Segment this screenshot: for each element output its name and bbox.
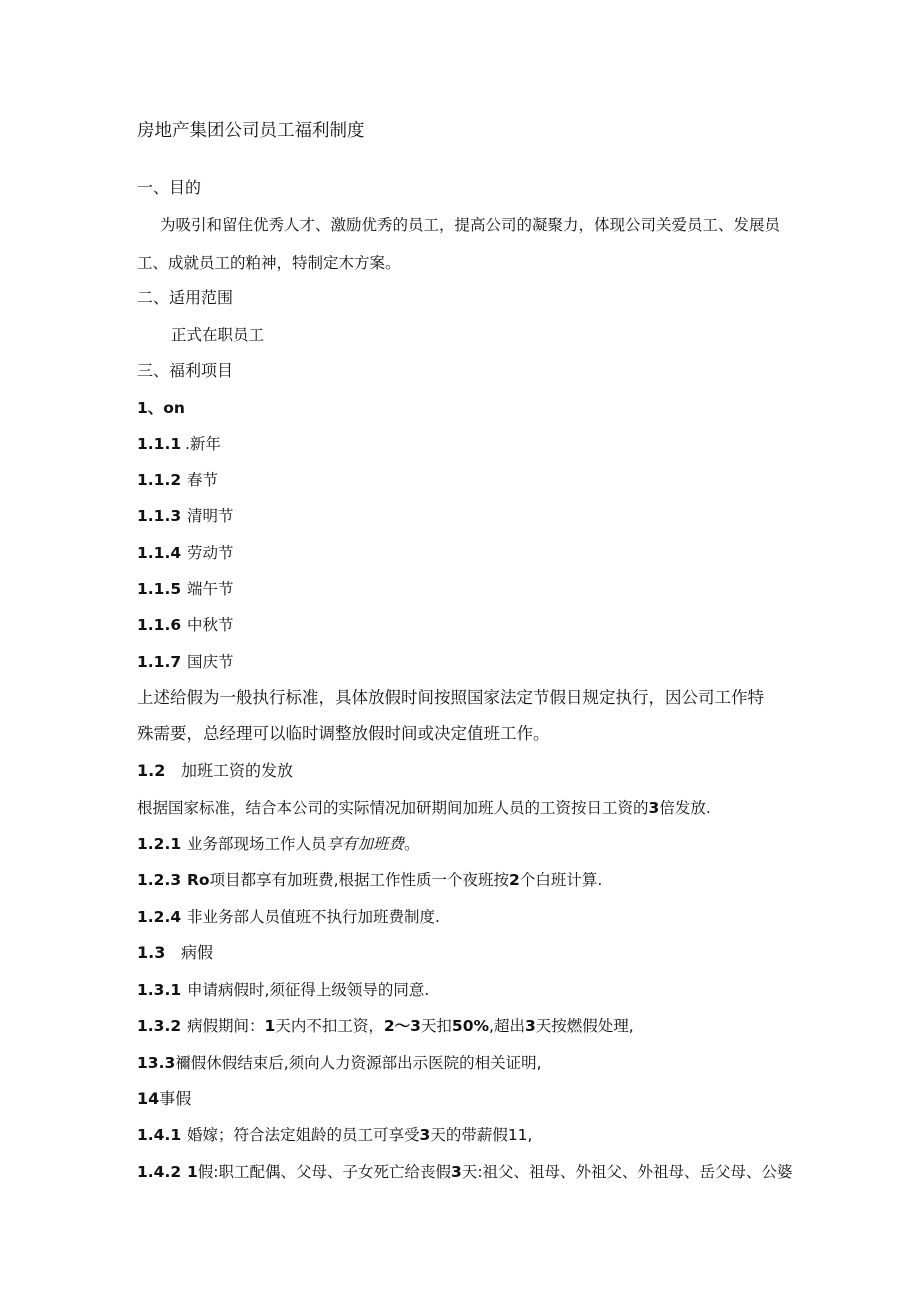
sick-label: 病假 xyxy=(181,943,214,962)
benefit-item-1: 1、on xyxy=(137,399,185,417)
overtime-item-number: 1.2.3 xyxy=(137,871,182,889)
sick-item-text: 禰假休假结束后,须向人力资源部出示医院的相关证明, xyxy=(175,1054,542,1072)
holiday-item xyxy=(137,614,234,636)
holiday-item xyxy=(137,578,234,600)
personal-leave-item-bold: 3 xyxy=(451,1163,462,1181)
sick-item-bold: 3 xyxy=(524,1017,536,1035)
overtime-item-text: 项目都享有加班费,根据工作性质一个夜班按 xyxy=(209,871,510,889)
overtime-label: 加班工资的发放 xyxy=(181,761,294,780)
sick-item-text: 病假期间： xyxy=(187,1017,265,1035)
holiday-item xyxy=(137,542,234,564)
sick-item xyxy=(137,1052,542,1074)
holiday-label: .新年 xyxy=(185,435,221,453)
personal-leave-item-text: 婚嫁；符合法定姐龄的员工可享受 xyxy=(187,1126,420,1144)
holiday-note-line1: 上述给假为一般执行标准，具体放假时间按照国家法定节假日规定执行，因公司工作特 xyxy=(137,688,764,707)
holiday-label: 春节 xyxy=(187,471,219,489)
sick-item-bold: 1 xyxy=(264,1017,276,1035)
holiday-number: 1.1.1 xyxy=(137,435,182,453)
overtime-item xyxy=(137,906,440,928)
personal-leave-item-text: 天的带薪假11, xyxy=(430,1126,533,1144)
sick-item-text: 天按燃假处理, xyxy=(535,1017,634,1035)
sick-item-text: 天扣 xyxy=(420,1017,452,1035)
holiday-number: 1.1.3 xyxy=(137,507,182,525)
sick-item-number: 1.3.2 xyxy=(137,1017,182,1035)
holiday-item xyxy=(137,469,218,491)
section-heading-scope: 二、适用范围 xyxy=(137,288,234,307)
personal-leave-item-text: 天:祖父、祖母、外祖父、外祖母、岳父母、公婆 xyxy=(461,1163,793,1181)
sick-item xyxy=(137,1015,634,1037)
personal-leave-item-number: 1.4.1 xyxy=(137,1126,182,1144)
overtime-description xyxy=(137,797,711,819)
overtime-item xyxy=(137,869,602,891)
document-title: 房地产集团公司员工福利制度 xyxy=(137,121,365,141)
holiday-item xyxy=(137,651,234,673)
sick-item xyxy=(137,979,429,1001)
holiday-label: 国庆节 xyxy=(187,653,234,671)
personal-leave-item-bold: 1 xyxy=(187,1163,198,1181)
overtime-item-tail: 。 xyxy=(404,835,420,853)
overtime-item-text: 业务部现场工作人员 xyxy=(187,835,327,853)
holiday-label: 劳动节 xyxy=(187,544,234,562)
scope-text: 正式在职员工 xyxy=(171,326,265,344)
overtime-heading xyxy=(137,760,293,782)
overtime-item xyxy=(137,833,420,855)
personal-leave-item-bold: 3 xyxy=(419,1126,431,1144)
sick-item-number: 1.3.1 xyxy=(137,981,182,999)
holiday-number: 1.1.2 xyxy=(137,471,182,489)
holiday-item xyxy=(137,505,234,527)
overtime-item-bold: 2 xyxy=(509,871,520,889)
section-heading-benefits: 三、福利项目 xyxy=(137,361,234,380)
sick-item-text: 天内不扣工资， xyxy=(275,1017,384,1035)
purpose-paragraph-line1: 为吸引和留住优秀人才、激励优秀的员工，提高公司的凝聚力，体现公司关爱员工、发展员 xyxy=(160,216,781,234)
overtime-desc-tail: 倍发放. xyxy=(659,799,711,817)
overtime-item-bold: Ro xyxy=(187,871,210,889)
personal-leave-heading xyxy=(137,1088,191,1110)
overtime-item-number: 1.2.1 xyxy=(137,835,182,853)
holiday-note-line2: 殊需要，总经理可以临时调整放假时间或决定值班工作。 xyxy=(137,724,550,743)
holiday-item xyxy=(137,433,221,455)
overtime-multiplier: 3 xyxy=(648,799,660,817)
personal-leave-number: 14 xyxy=(137,1089,160,1108)
holiday-label: 端午节 xyxy=(187,580,234,598)
sick-item-text: ,超出 xyxy=(489,1017,525,1035)
overtime-item-text: 个白班计算. xyxy=(519,871,603,889)
sick-number: 1.3 xyxy=(137,943,166,962)
section-heading-purpose: 一、目的 xyxy=(137,178,202,197)
personal-leave-label: 事假 xyxy=(159,1089,192,1108)
personal-leave-item-number: 1.4.2 xyxy=(137,1163,182,1181)
personal-leave-item xyxy=(137,1124,532,1146)
sick-item-text: 申请病假时,须征得上级领导的同意. xyxy=(187,981,430,999)
sick-heading xyxy=(137,942,213,964)
sick-item-number: 13.3 xyxy=(137,1054,176,1072)
holiday-number: 1.1.7 xyxy=(137,653,182,671)
overtime-number: 1.2 xyxy=(137,761,166,780)
overtime-item-text: 非业务部人员值班不执行加班费制度. xyxy=(187,908,440,926)
holiday-label: 中秋节 xyxy=(187,616,234,634)
sick-item-bold: 2〜3 xyxy=(383,1017,421,1035)
sick-item-bold: 50% xyxy=(451,1017,490,1035)
holiday-number: 1.1.6 xyxy=(137,616,182,634)
purpose-paragraph-line2: 工、成就员工的粕神，特制定木方案。 xyxy=(137,254,401,272)
holiday-label: 清明节 xyxy=(187,507,234,525)
overtime-item-italic: 享有加班费 xyxy=(326,835,405,853)
overtime-item-number: 1.2.4 xyxy=(137,908,182,926)
personal-leave-item-text: 假:职工配偶、父母、子女死亡给丧假 xyxy=(197,1163,452,1181)
overtime-desc-text: 根据国家标准，结合本公司的实际情况加研期间加班人员的工资按日工资的 xyxy=(137,799,649,817)
holiday-number: 1.1.5 xyxy=(137,580,182,598)
holiday-number: 1.1.4 xyxy=(137,544,182,562)
personal-leave-item xyxy=(137,1161,793,1183)
